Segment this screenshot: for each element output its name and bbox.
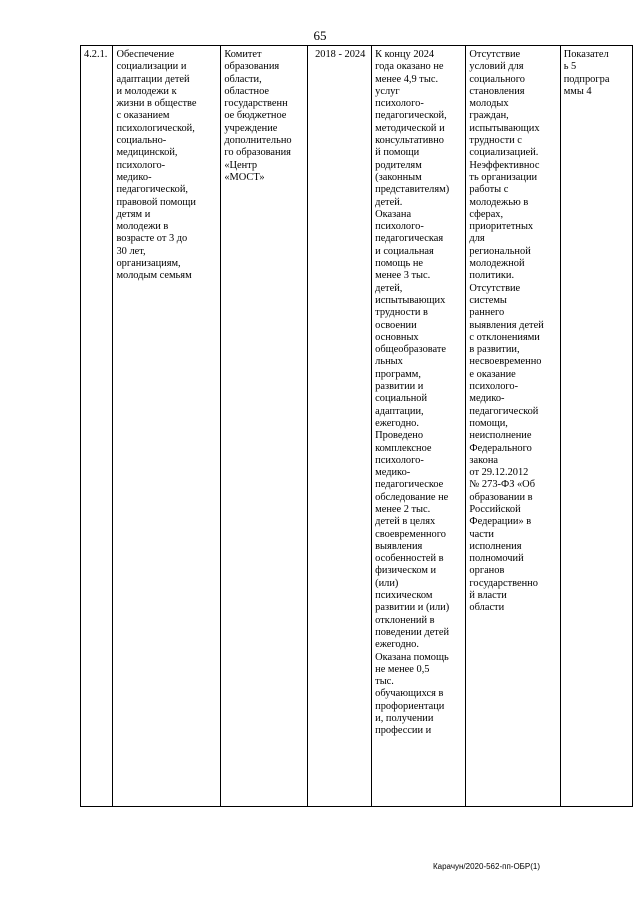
measure-name-cell: Обеспечение социализации и адаптации детей и молодежи к жизни в обществе с оказанием психологической, социально- медицинской, психолого- медико- педагогической, правовой помощи детям и молодежи в возрасте от 3 до 30 лет, организациям, молодым семьям	[113, 46, 221, 807]
document-footer: Карачун/2020-562-пп-ОБР(1)	[433, 862, 541, 871]
expected-result-cell: К концу 2024 года оказано не менее 4,9 тыс. услуг психолого- педагогической, методической и консультативно й помощи родителям (законным представителям) детей. Оказана психолого- педагогическая и социальная помощь не менее 3 тыс. детей, испытывающих трудности в освоении основных общеобразовате льных программ, развитии и социальной адаптации, ежегодно. Проведено комплексное психолого- медико- педагогическое обследование не менее 2 тыс. детей в целях своевременного выявления особенностей в физическом и (или) психическом развитии и (или) отклонений в поведении детей ежегодно. Оказана помощь не менее 0,5 тыс. обучающихся в профориентаци и, получении профессии и	[372, 46, 466, 807]
non-implementation-consequences-cell: Отсутствие условий для социального становления молодых граждан, испытывающих трудности с социализацией. Неэффективнос ть организации работы с молодежью в сферах, приоритетных для региональной молодежной политики. Отсутствие системы раннего выявления детей с отклонениями в развитии, несвоевременно е оказание психолого- медико- педагогической помощи, неисполнение Федерального закона от 29.12.2012 № 273-ФЗ «Об образовании в Российской Федерации» в части исполнения полномочий органов государственно й власти области	[466, 46, 560, 807]
indicator-link-cell: Показател ь 5 подпрогра ммы 4	[560, 46, 632, 807]
page-number: 65	[313, 28, 327, 43]
period-cell: 2018 - 2024	[308, 46, 372, 807]
table-row	[81, 46, 633, 807]
program-measures-table	[80, 45, 633, 807]
executor-cell: Комитет образования области, областное государственн ое бюджетное учреждение дополнительно го образования «Центр «МОСТ»	[221, 46, 308, 807]
measure-number-cell: 4.2.1.	[81, 46, 113, 807]
